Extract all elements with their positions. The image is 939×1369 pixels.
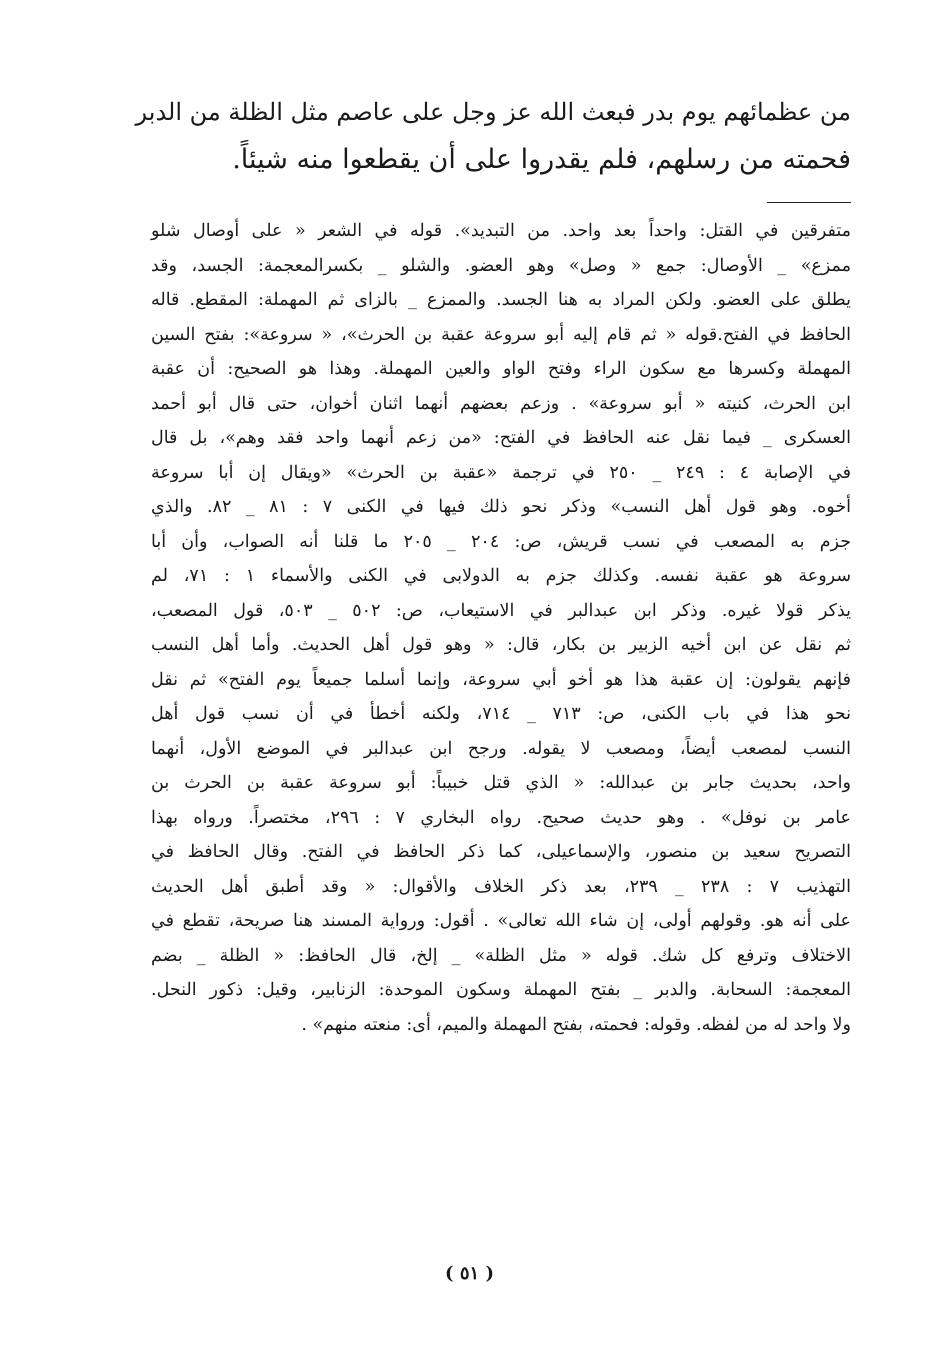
footnote-line: المهملة وكسرها مع سكون الراء وفتح الواو والعين المهملة. وهذا هو الصحيح: أن عقبة: [151, 359, 851, 379]
footnote-line: العسكرى _ فيما نقل عنه الحافظ في الفتح: «من زعم أنهما واحد فقد وهم»، بل قال: [151, 428, 851, 448]
footnote-line: ولا واحد له من لفظه. وقوله: فحمته، بفتح المهملة والميم، أى: منعته منهم» .: [301, 1014, 851, 1035]
footnote-line: على أنه هو. وقولهم أولى، إن شاء الله تعالى» . أقول: ورواية المسند هنا صريحة، تقطع في: [151, 911, 851, 931]
footnote-line: المعجمة: السحابة. والدبر _ بفتح المهملة وسكون الموحدة: الزنابير، وقيل: ذكور النحل.: [151, 980, 851, 1000]
page-number: ( ٥١ ): [445, 1263, 494, 1284]
footnote-line: الحافظ في الفتح.قوله « ثم قام إليه أبو سروعة عقبة بن الحرث»، « سروعة»: بفتح السين: [151, 324, 851, 345]
footnote-line: متفرقين في القتل: واحداً بعد واحد. من التبديد». قوله في الشعر « على أوصال شلو: [151, 221, 851, 241]
main-text-line: فحمته من رسلهم، فلم يقدروا على أن يقطعوا منه شيئاً.: [232, 144, 851, 175]
footnote-line: ثم نقل عن ابن أخيه الزبير بن بكار، قال: « وهو قول أهل الحديث. وأما أهل النسب: [151, 635, 851, 655]
footnote-line: عامر بن نوفل» . وهو حديث صحيح. رواه البخاري ٧ : ٢٩٦، مختصراً. ورواه بهذا: [151, 807, 851, 828]
footnote-line: في الإصابة ٤ : ٢٤٩ _ ٢٥٠ في ترجمة «عقبة بن الحرث» «ويقال إن أبا سروعة: [151, 462, 851, 483]
footnote-line: ممزع» _ الأوصال: جمع « وصل» وهو العضو. والشلو _ بكسرالمعجمة: الجسد، وقد: [151, 255, 851, 276]
footnote-line: جزم به المصعب في نسب قريش، ص: ٢٠٤ _ ٢٠٥ ما قلنا أنه الصواب، وأن أبا: [151, 531, 852, 552]
footnote-line: سروعة هو عقبة نفسه. وكذلك جزم به الدولابى في الكنى والأسماء ١ : ٧١، لم: [151, 566, 851, 586]
footnote-line: نحو هذا في باب الكنى، ص: ٧١٣ _ ٧١٤، ولكنه أخطأ في أن نسب قول أهل: [151, 704, 851, 724]
footnote-line: التصريح سعيد بن منصور، والإسماعيلى، كما ذكر الحافظ في الفتح. وقال الحافظ في: [151, 842, 851, 862]
footnote-line: التهذيب ٧ : ٢٣٨ _ ٢٣٩، بعد ذكر الخلاف والأقوال: « وقد أطبق أهل الحديث: [151, 876, 851, 897]
footnote-line: يطلق على العضو. ولكن المراد به هنا الجسد. والممزع _ بالزاى ثم المهملة: المقطع. قاله: [151, 290, 851, 310]
footnote-line: النسب لمصعب أيضاً، ومصعب لا يقوله. ورجح ابن عبدالبر في الموضع الأول، أنهما: [151, 738, 851, 759]
main-text: [131, 88, 851, 184]
footnote-line: أخوه. وهو قول أهل النسب» وذكر نحو ذلك فيها في الكنى ٧ : ٨١ _ ٨٢. والذي: [151, 497, 851, 517]
footnote-line: ابن الحرث، كنيته « أبو سروعة» . وزعم بعضهم أنهما اثنان أخوان، حتى قال أبو أحمد: [151, 393, 851, 414]
footnote-line: واحد، بحديث جابر بن عبدالله: « الذي قتل خبيباً: أبو سروعة عقبة بن الحرث بن: [151, 773, 851, 793]
footnote-separator: [767, 202, 851, 203]
footnote: [151, 214, 851, 1042]
footnote-line: يذكر قولا غيره. وذكر ابن عبدالبر في الاستيعاب، ص: ٥٠٢ _ ٥٠٣، قول المصعب،: [151, 600, 851, 621]
footnote-line: فإنهم يقولون: إن عقبة هذا هو أخو أبي سروعة، وإنما أسلما جميعاً يوم الفتح» ثم نقل: [151, 669, 851, 690]
footnote-line: الاختلاف وترفع كل شك. قوله « مثل الظلة» _ إلخ، قال الحافظ: « الظلة _ بضم: [151, 945, 851, 966]
main-text-line: من عظمائهم يوم بدر فبعث الله عز وجل على عاصم مثل الظلة من الدبر: [135, 98, 851, 126]
